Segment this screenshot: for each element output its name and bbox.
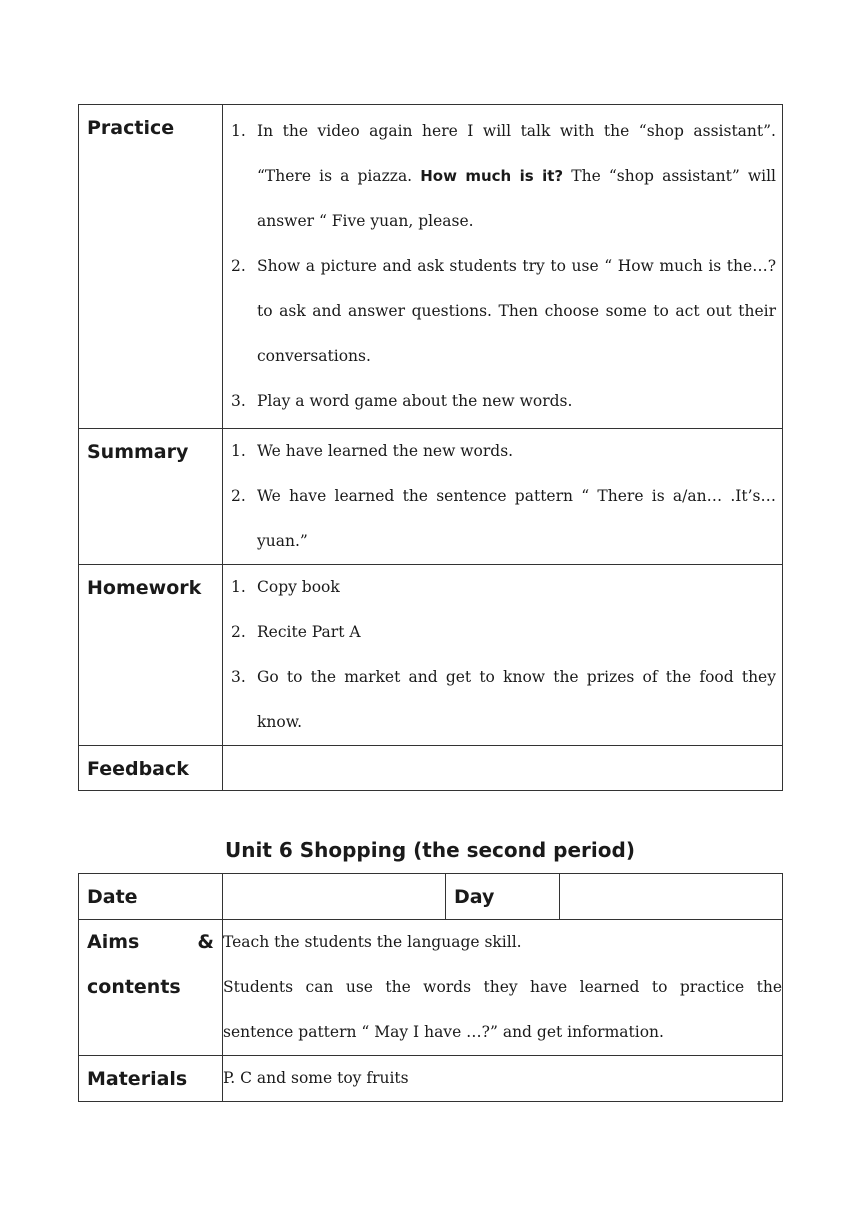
feedback-label: Feedback <box>79 746 223 791</box>
aims-line: Students can use the words they have learned to practice the sentence pattern “ May I have …?” and get information. <box>223 978 782 1041</box>
practice-label: Practice <box>79 105 223 429</box>
date-row <box>79 874 783 920</box>
summary-row <box>79 429 783 565</box>
day-label: Day <box>446 874 560 920</box>
list-item: 2. Recite Part A <box>231 623 361 641</box>
feedback-content <box>223 746 783 791</box>
summary-label: Summary <box>79 429 223 565</box>
list-item: 2. We have learned the sentence pattern “ There is a/an… .It’s…yuan.” <box>231 487 776 550</box>
day-value <box>560 874 783 920</box>
materials-row <box>79 1056 783 1102</box>
date-value <box>223 874 446 920</box>
list-item: 1. In the video again here I will talk with the “shop assistant”. “There is a piazza. How much is it? The “shop assistant” will answer “ Five yuan, please. <box>231 122 777 230</box>
materials-label: Materials <box>79 1056 223 1102</box>
homework-content <box>223 565 783 746</box>
aims-content <box>223 920 783 1056</box>
feedback-row <box>79 746 783 791</box>
list-item: 1. We have learned the new words. <box>231 442 514 460</box>
materials-content: P. C and some toy fruits <box>223 1056 783 1102</box>
summary-content <box>223 429 783 565</box>
list-item: 3. Play a word game about the new words. <box>231 392 573 410</box>
list-item: 3. Go to the market and get to know the prizes of the food they know. <box>231 668 776 731</box>
aims-label: Aims & contents <box>79 920 223 1056</box>
list-item: 1. Copy book <box>231 578 340 596</box>
homework-label: Homework <box>79 565 223 746</box>
aims-line: Teach the students the language skill. <box>223 933 522 951</box>
practice-row <box>79 105 783 429</box>
date-label: Date <box>79 874 223 920</box>
aims-row <box>79 920 783 1056</box>
page-title: Unit 6 Shopping (the second period) <box>225 838 635 862</box>
list-item: 2. Show a picture and ask students try to use “ How much is the…? to ask and answer questions. Then choose some to act out their conversations. <box>231 257 776 365</box>
homework-row <box>79 565 783 746</box>
practice-content <box>223 105 783 429</box>
lesson-table-2 <box>78 873 783 1102</box>
lesson-table-1 <box>78 104 783 791</box>
